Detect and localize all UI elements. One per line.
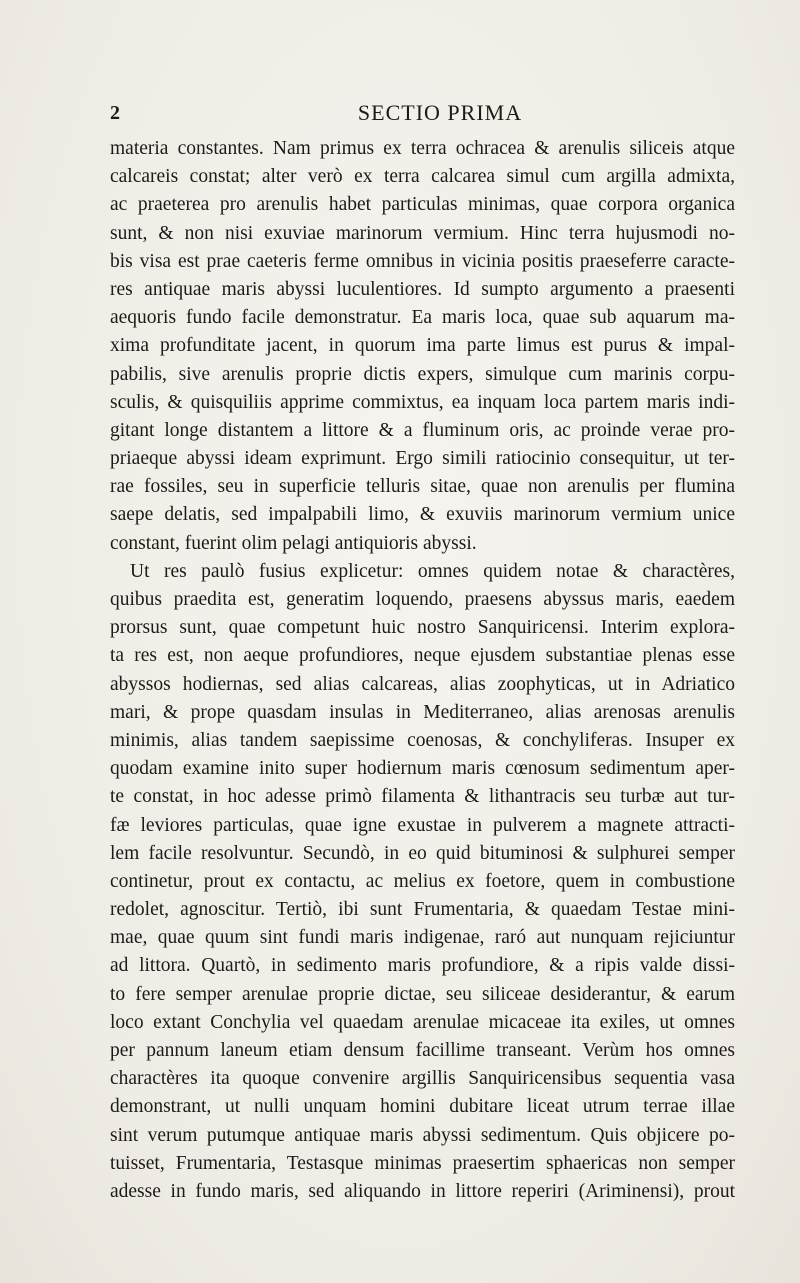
text-line: ad littora. Quartò, in sedimento maris profundiore, & a ripis valde dissi- — [110, 955, 735, 977]
text-line: ac praeterea pro arenulis habet particulas minimas, quae corpora organica — [110, 194, 735, 216]
text-line: adesse in fundo maris, sed aliquando in littore reperiri (Ariminensi), prout — [110, 1180, 735, 1202]
text-line: materia constantes. Nam primus ex terra ochracea & arenulis siliceis atque — [110, 138, 735, 159]
text-line: charactères ita quoque convenire argillis Sanquiricensibus sequentia vasa — [110, 1068, 735, 1090]
text-line: to fere semper arenulae proprie dictae, seu siliceae desiderantur, & earum — [110, 983, 735, 1005]
text-line: continetur, prout ex contactu, ac melius ex foetore, quem in combustione — [110, 870, 735, 892]
text-line: aequoris fundo facile demonstratur. Ea maris loca, quae sub aquarum ma- — [110, 307, 735, 329]
text-line: sunt, & non nisi exuviae marinorum vermium. Hinc terra hujusmodi no- — [110, 222, 735, 244]
text-line: quibus praedita est, generatim loquendo, praesens abyssus maris, eaedem — [110, 589, 735, 610]
text-line: te constat, in hoc adesse primò filamenta & lithantracis seu turbæ aut tur- — [110, 786, 735, 808]
text-line: sculis, & quisquiliis apprime commixtus, ea inquam loca partem maris indi- — [110, 391, 735, 413]
body-text — [110, 135, 735, 1206]
text-line: tuisset, Frumentaria, Testasque minimas praesertim sphaericas non semper — [110, 1152, 735, 1174]
text-line: per pannum laneum etiam densum facillime transeant. Verùm hos omnes — [110, 1040, 735, 1061]
page-number: 2 — [110, 102, 120, 124]
text-line: gitant longe distantem a littore & a fluminum oris, ac proinde verae pro- — [110, 419, 735, 441]
text-line: lem facile resolvuntur. Secundò, in eo quid bituminosi & sulphurei semper — [110, 842, 735, 864]
text-line: abyssos hodiernas, sed alias calcareas, alias zoophyticas, ut in Adriatico — [110, 673, 735, 695]
running-head: SECTIO PRIMA — [357, 100, 523, 125]
text-line: Ut res paulò fusius explicetur: omnes quidem notae & charactères, — [130, 560, 735, 582]
text-line: rae fossiles, seu in superficie telluris sitae, quae non arenulis per flumina — [110, 476, 735, 498]
text-line: res antiquae maris abyssi luculentiores. Id sumpto argumento a praesenti — [110, 278, 735, 300]
text-line: quodam examine inito super hodiernum maris cœnosum sedimentum aper- — [110, 758, 735, 780]
page-header — [110, 100, 730, 130]
text-line: mari, & prope quasdam insulas in Mediterraneo, alias arenosas arenulis — [110, 701, 735, 723]
text-line: bis visa est prae caeteris ferme omnibus in vicinia positis praeseferre caracte- — [110, 250, 735, 272]
text-line: ta res est, non aeque profundiores, neque ejusdem substantiae plenas esse — [110, 645, 735, 667]
text-line: xima profunditate jacent, in quorum ima parte limus est purus & impal- — [110, 335, 735, 357]
text-line: constant, fuerint olim pelagi antiquioris abyssi. — [110, 532, 477, 554]
text-line: loco extant Conchylia vel quaedam arenulae micaceae ita exiles, ut omnes — [110, 1011, 735, 1033]
text-line: mae, quae quum sint fundi maris indigenae, raró aut nunquam rejiciuntur — [110, 927, 735, 949]
text-line: redolet, agnoscitur. Tertiò, ibi sunt Frumentaria, & quaedam Testae mini- — [110, 899, 735, 921]
text-line: minimis, alias tandem saepissime coenosas, & conchyliferas. Insuper ex — [110, 729, 735, 751]
text-line: pabilis, sive arenulis proprie dictis expers, simulque cum marinis corpu- — [110, 363, 735, 385]
text-line: calcareis constat; alter verò ex terra calcarea simul cum argilla admixta, — [110, 166, 735, 188]
text-line: prorsus sunt, quae competunt huic nostro Sanquiricensi. Interim explora- — [110, 617, 735, 639]
text-line: saepe delatis, sed impalpabili limo, & exuviis marinorum vermium unice — [110, 504, 735, 526]
text-line: sint verum putumque antiquae maris abyssi sedimentum. Quis objicere po- — [110, 1124, 735, 1146]
text-line: fæ leviores particulas, quae igne exustae in pulverem a magnete attracti- — [110, 814, 735, 836]
text-line: demonstrant, ut nulli unquam homini dubitare liceat utrum terrae illae — [110, 1096, 735, 1118]
text-line: priaeque abyssi ideam exprimunt. Ergo simili ratiocinio consequitur, ut ter- — [110, 448, 735, 470]
